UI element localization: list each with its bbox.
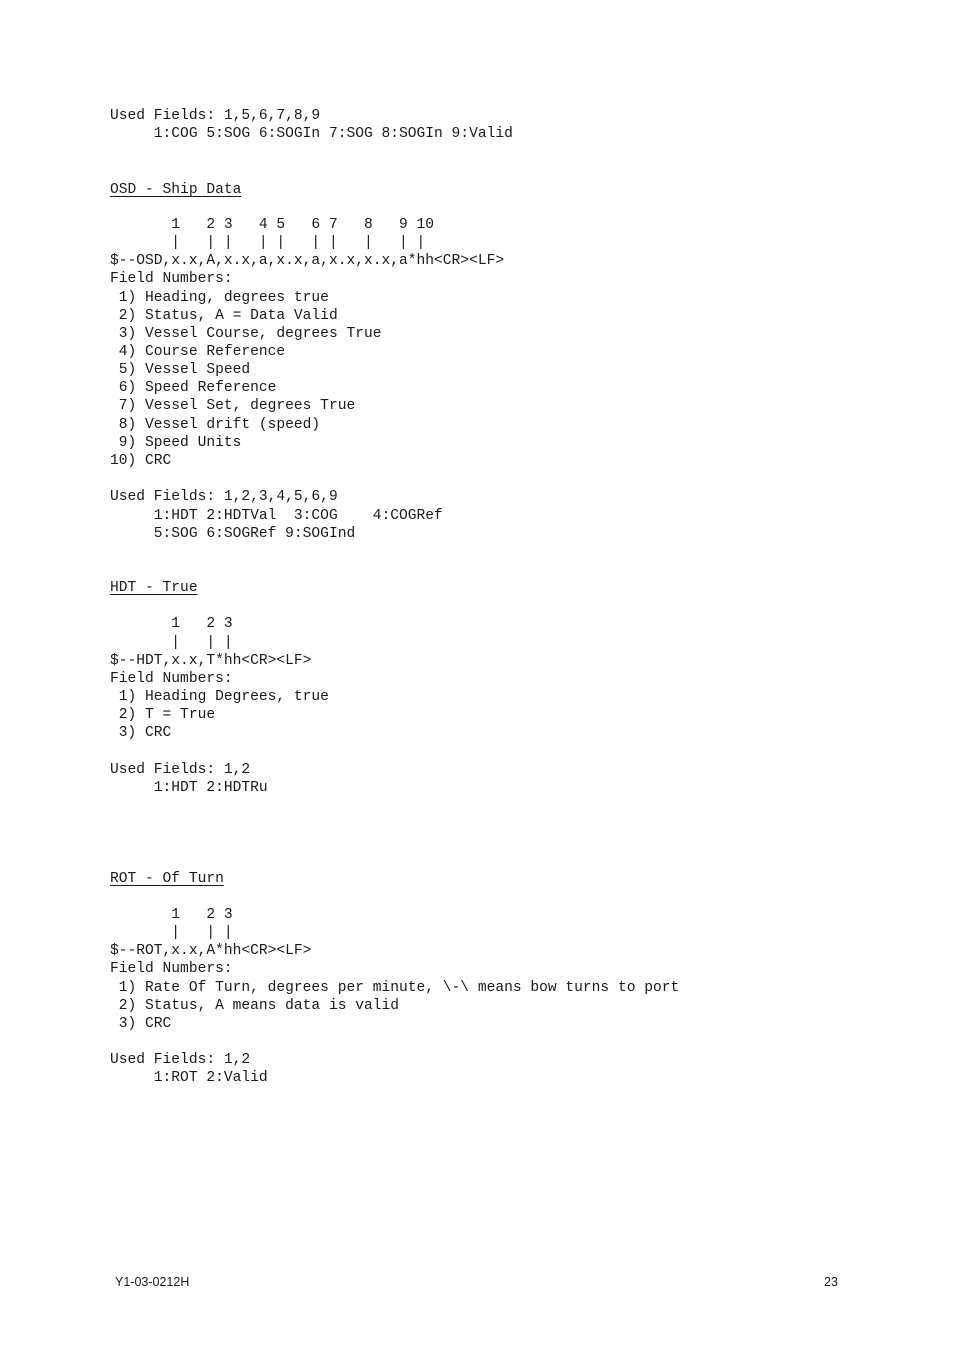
rot-field-index-row: 1 2 3 <box>110 907 233 923</box>
osd-field-item: 3) Vessel Course, degrees True <box>110 326 382 342</box>
rot-used-fields-label: Used Fields: 1,2 <box>110 1052 251 1068</box>
osd-field-item: 7) Vessel Set, degrees True <box>110 398 356 414</box>
rot-field-item: 2) Status, A means data is valid <box>110 998 400 1014</box>
hdt-field-item: 1) Heading Degrees, true <box>110 689 329 705</box>
hdt-field-item: 3) CRC <box>110 725 172 741</box>
hdt-heading: HDT - True <box>110 580 198 596</box>
rot-field-numbers-label: Field Numbers: <box>110 961 233 977</box>
hdt-used-fields-label: Used Fields: 1,2 <box>110 762 251 778</box>
rot-field-item: 1) Rate Of Turn, degrees per minute, \-\ means bow turns to port <box>110 980 680 996</box>
hdt-field-item: 2) T = True <box>110 707 216 723</box>
osd-field-item: 1) Heading, degrees true <box>110 290 329 306</box>
footer-document-id: Y1-03-0212H <box>115 1275 190 1289</box>
osd-field-numbers-label: Field Numbers: <box>110 271 233 287</box>
rot-used-fields-detail: 1:ROT 2:Valid <box>110 1070 268 1086</box>
osd-field-item: 2) Status, A = Data Valid <box>110 308 338 324</box>
rot-field-marker-row: | | | <box>110 925 233 941</box>
rot-sentence-format: $--ROT,x.x,A*hh<CR><LF> <box>110 943 312 959</box>
osd-sentence-format: $--OSD,x.x,A,x.x,a,x.x,a,x.x,x.x,a*hh<CR><LF> <box>110 253 505 269</box>
osd-used-fields-detail: 1:HDT 2:HDTVal 3:COG 4:COGRef <box>110 508 443 524</box>
used-fields-detail: 1:COG 5:SOG 6:SOGIn 7:SOG 8:SOGIn 9:Valid <box>110 126 513 142</box>
hdt-used-fields-detail: 1:HDT 2:HDTRu <box>110 780 268 796</box>
hdt-field-index-row: 1 2 3 <box>110 616 233 632</box>
used-fields-label: Used Fields: 1,5,6,7,8,9 <box>110 108 321 124</box>
hdt-sentence-format: $--HDT,x.x,T*hh<CR><LF> <box>110 653 312 669</box>
osd-heading: OSD - Ship Data <box>110 182 242 198</box>
osd-field-item: 9) Speed Units <box>110 435 242 451</box>
osd-field-item: 10) CRC <box>110 453 172 469</box>
osd-field-item: 5) Vessel Speed <box>110 362 251 378</box>
footer-page-number: 23 <box>824 1275 838 1289</box>
rot-field-item: 3) CRC <box>110 1016 172 1032</box>
osd-field-item: 8) Vessel drift (speed) <box>110 417 321 433</box>
osd-field-item: 4) Course Reference <box>110 344 286 360</box>
osd-field-marker-row: | | | | | | | | | | <box>110 235 426 251</box>
osd-used-fields-detail: 5:SOG 6:SOGRef 9:SOGInd <box>110 526 356 542</box>
osd-used-fields-label: Used Fields: 1,2,3,4,5,6,9 <box>110 489 338 505</box>
rot-heading: ROT - Of Turn <box>110 871 224 887</box>
hdt-field-numbers-label: Field Numbers: <box>110 671 233 687</box>
osd-field-item: 6) Speed Reference <box>110 380 277 396</box>
osd-field-index-row: 1 2 3 4 5 6 7 8 9 10 <box>110 217 435 233</box>
hdt-field-marker-row: | | | <box>110 635 233 651</box>
